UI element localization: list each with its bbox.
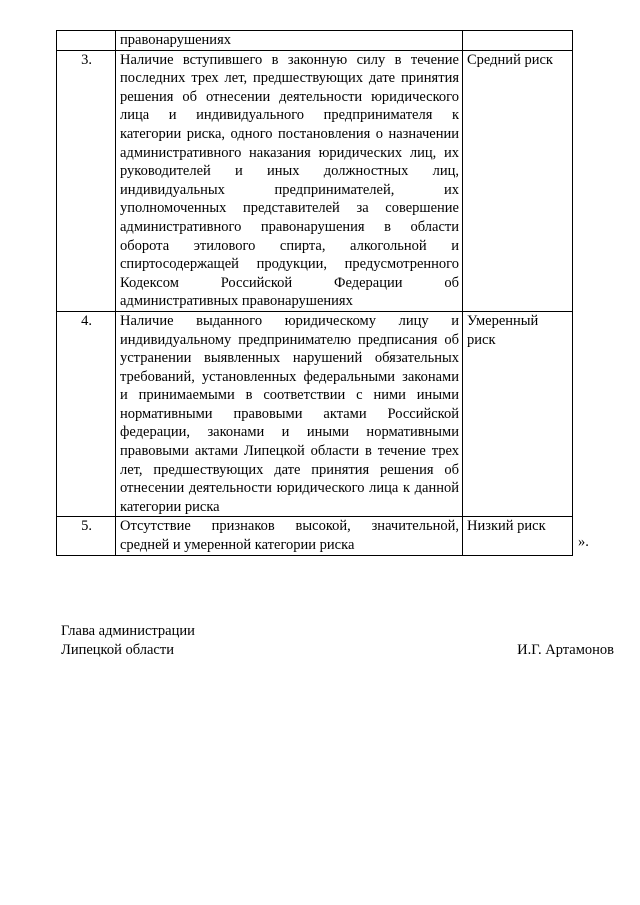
row-risk-category: Низкий риск [463,517,573,555]
signature-name: И.Г. Артамонов [517,642,614,658]
row-risk-category [463,31,573,51]
row-number: 4. [57,311,116,517]
row-number: 3. [57,50,116,311]
closing-quote: ». [578,534,589,550]
table-row [57,31,573,51]
table-row [57,311,573,517]
table-row [57,517,573,555]
signature-position-line-2: Липецкой области [61,642,174,658]
row-description: Наличие выданного юридическому лицу и индивидуальному предпринимателю предписания об устранении выявленных нарушений обязательных требований, установленных федеральными законами и принимаемыми в соответствии с ними иными нормативными правовыми актами Российской федерации, законами и иными нормативными правовыми актами Липецкой области в течение трех лет, предшествующих дате принятия решения об отнесении деятельности юридического лица к данной категории риска [116,311,463,517]
signature-position [61,622,195,660]
row-description: Наличие вступившего в законную силу в течение последних трех лет, предшествующих дате принятия решения об отнесении деятельности юридического лица и индивидуального предпринимателя к категории риска, одного постановления о назначении административного наказания юридических лиц, их руководителей и иных должностных лиц, индивидуальных предпринимателей, их уполномоченных представителей за совершение административного правонарушения в области оборота этилового спирта, алкогольной и спиртосодержащей продукции, предусмотренного Кодексом Российской Федерации об административных правонарушениях [116,50,463,311]
row-number: 5. [57,517,116,555]
row-number [57,31,116,51]
row-risk-category: Средний риск [463,50,573,311]
risk-criteria-table [56,30,573,556]
row-description: Отсутствие признаков высокой, значительной, средней и умеренной категории риска [116,517,463,555]
signature-position-line-1: Глава администрации [61,623,195,639]
table-row [57,50,573,311]
row-description: правонарушениях [116,31,463,51]
row-risk-category: Умеренный риск [463,311,573,517]
